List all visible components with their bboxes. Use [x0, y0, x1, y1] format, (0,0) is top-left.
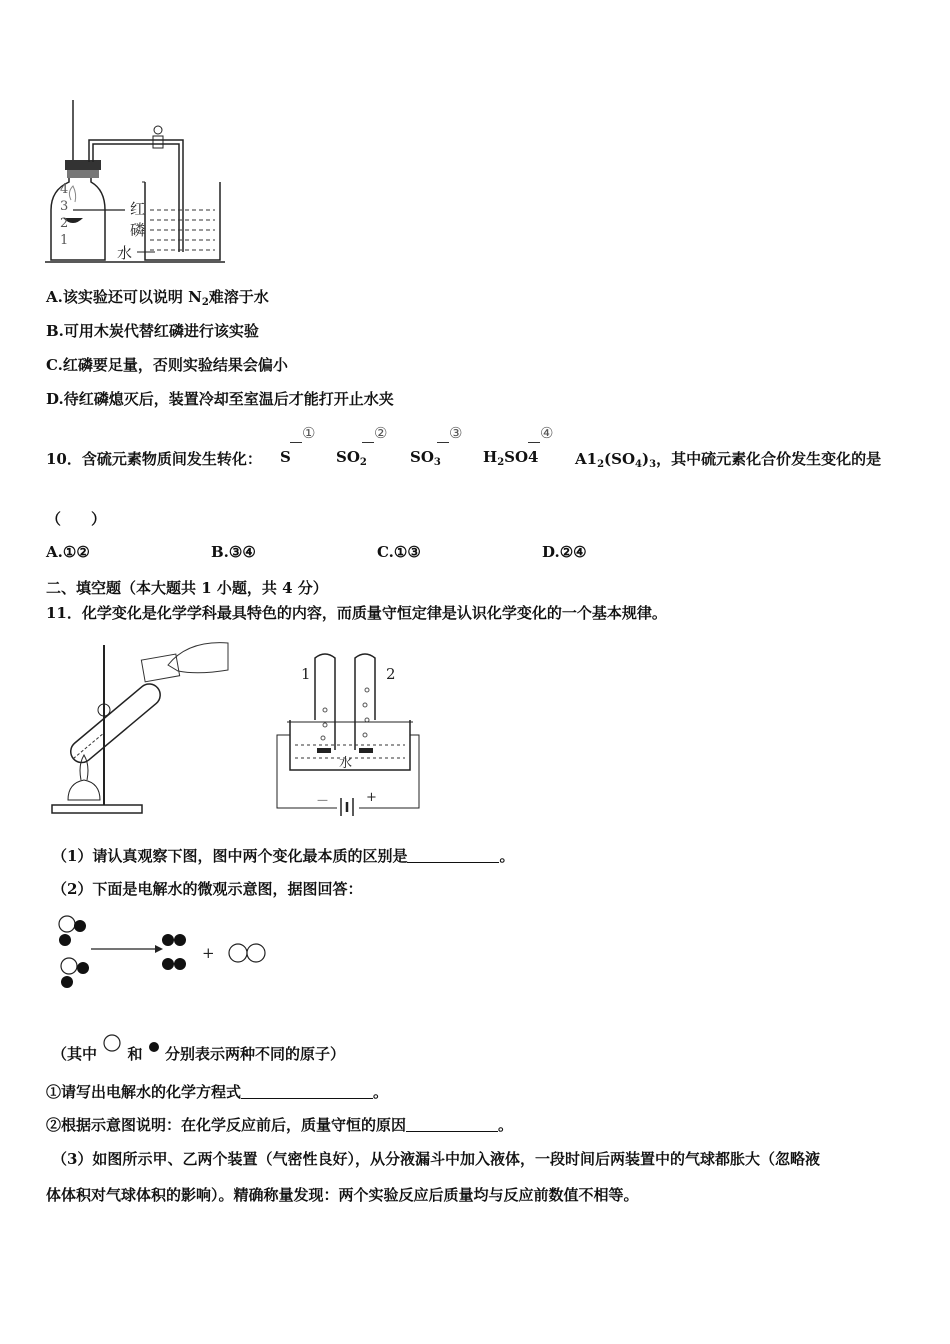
heating-test-tube-figure — [48, 635, 233, 820]
q10-option-d[interactable]: D.②④ — [542, 543, 587, 561]
electrolysis-micro-diagram — [55, 912, 280, 992]
chain-al2so43: $A1_2(SO_4)_3$，其中硫元素化合价发生变化的是 — [575, 450, 882, 470]
flask-tick-3: 3 — [60, 199, 69, 214]
arrow-1 — [290, 442, 302, 443]
label-red: 红 — [130, 200, 146, 218]
battery-minus-label: － — [316, 794, 330, 809]
q9-option-c[interactable]: C.红磷要足量，否则实验结果会偏小 — [46, 356, 288, 374]
atom-legend: （其中 和 分别表示两种不同的原子） — [52, 1033, 345, 1064]
label-water: 水 — [117, 244, 133, 262]
q11-part2: （2）下面是电解水的微观示意图，据图回答： — [52, 880, 363, 898]
step-mark-3: ③ — [449, 424, 463, 442]
q11-sub1: ①请写出电解水的化学方程式 。 — [46, 1083, 389, 1101]
chain-so2: $SO_2$ — [336, 448, 367, 468]
white-atom-icon — [102, 1033, 122, 1053]
tube-label-1: 1 — [301, 665, 311, 683]
q11-stem: 11．化学变化是化学学科最具特色的内容，而质量守恒定律是认识化学变化的一个基本规律。 — [46, 604, 667, 622]
chain-s: S — [280, 448, 291, 466]
label-phosphorus: 磷 — [130, 221, 146, 239]
flask-tick-2: 2 — [60, 216, 69, 231]
tube-label-2: 2 — [386, 665, 396, 683]
micro-plus-sign: + — [202, 944, 215, 962]
flask-tick-1: 1 — [60, 233, 69, 248]
equation-blank[interactable] — [241, 1084, 373, 1099]
q9-option-b[interactable]: B.可用木炭代替红磷进行该实验 — [46, 322, 259, 340]
q10-option-b[interactable]: B.③④ — [211, 543, 256, 561]
arrow-3 — [437, 442, 449, 443]
electrolysis-of-water-figure — [275, 650, 425, 815]
q11-part3-line1: （3）如图所示甲、乙两个装置（气密性良好），从分液漏斗中加入液体，一段时间后两装置中的气球都胀大（忽略液 — [52, 1150, 820, 1168]
q9-option-a[interactable]: A.该实验还可以说明 $N_2$难溶于水 — [46, 288, 269, 308]
chain-so3: $SO_3$ — [410, 448, 441, 468]
q11-part3-line2: 体体积对气球体积的影响）。精确称量发现：两个实验反应后质量均与反应前数值不相等。 — [46, 1186, 639, 1204]
arrow-4 — [528, 442, 540, 443]
reason-blank[interactable] — [406, 1117, 498, 1132]
step-mark-4: ④ — [540, 424, 554, 442]
step-mark-1: ① — [302, 424, 316, 442]
step-mark-2: ② — [374, 424, 388, 442]
flask-tick-4: 4 — [60, 182, 69, 197]
battery-plus-label: + — [366, 790, 377, 805]
arrow-2 — [362, 442, 374, 443]
q11-part1-blank[interactable] — [407, 848, 499, 863]
q10-answer-paren: （ ） — [46, 510, 107, 528]
q9-option-d[interactable]: D.待红磷熄灭后，装置冷却至室温后才能打开止水夹 — [46, 390, 394, 408]
trough-water-label: 水 — [339, 756, 353, 771]
black-atom-icon — [148, 1041, 160, 1053]
red-phosphorus-apparatus-figure — [45, 100, 235, 265]
q11-part1: （1）请认真观察下图，图中两个变化最本质的区别是 。 — [52, 847, 515, 865]
q11-sub2: ②根据示意图说明：在化学反应前后，质量守恒的原因 。 — [46, 1116, 514, 1134]
q10-option-a[interactable]: A.①② — [46, 543, 90, 561]
chain-h2so4: $H_2SO4$ — [483, 448, 539, 468]
q10-stem: 10．含硫元素物质间发生转化： — [46, 450, 262, 468]
section2-title: 二、填空题（本大题共 1 小题，共 4 分） — [46, 579, 328, 597]
q10-option-c[interactable]: C.①③ — [377, 543, 421, 561]
